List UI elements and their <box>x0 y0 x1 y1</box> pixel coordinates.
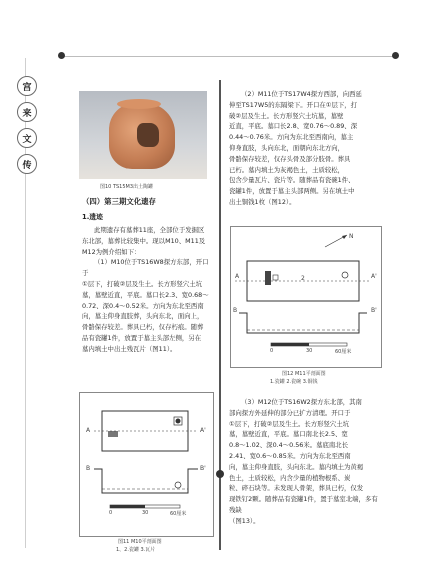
fig-label-a-prime: A' <box>200 427 206 434</box>
scale-end: 60厘米 <box>170 511 187 517</box>
paragraph-line: ①层下，打破②层及生土。长方形竖穴土坑 <box>82 279 203 288</box>
paragraph-line: 骨骼保存较差，仅存头骨及部分肢骨。葬具 <box>229 154 351 163</box>
side-label-char: 宫 <box>17 76 37 96</box>
scale-zero: 0 <box>109 510 113 516</box>
paragraph-line: （图13）。 <box>229 516 260 525</box>
scale-zero: 0 <box>270 348 274 354</box>
side-label-char: 文 <box>17 128 37 148</box>
paragraph-line: 已朽。墓内填土为灰褐色土，土质较松， <box>229 165 345 174</box>
side-label-char: 传 <box>17 154 37 174</box>
left-body-text <box>82 225 214 355</box>
paragraph-line: 粒、碎石块等。未发现人骨架，葬具已朽，仅发 <box>229 484 364 493</box>
figure-11-caption: 图11 M10平剖面图 <box>118 539 162 545</box>
paragraph-line: 骨骼保存较差。葬具已朽，仅存朽痕。随葬 <box>82 323 204 332</box>
paragraph-line: 仰身直肢，头向东北，面朝向东北方向， <box>229 143 345 152</box>
fig-label-a: A <box>235 273 240 280</box>
figure-12-drawing <box>231 227 381 367</box>
paragraph-line: （3）M12位于TS16W2探方东北部，其南 <box>241 398 362 406</box>
figure-11 <box>79 392 214 537</box>
pottery-photo <box>79 91 207 179</box>
paragraph-line: 0.44～0.76米。方向为东北至西南向，墓主 <box>229 133 354 142</box>
scale-end: 60厘米 <box>335 349 352 355</box>
fig-label-b-prime: B' <box>200 465 206 472</box>
paragraph-line: （2）M11位于TS17W4探方西部，向西延 <box>241 90 362 98</box>
paragraph-line: 近直，平底。墓口长2.8、宽0.76～0.89、深 <box>229 122 358 131</box>
side-label-char: 来 <box>17 102 37 122</box>
right-bottom-body-text <box>229 397 381 527</box>
pot-rim <box>117 99 161 109</box>
paragraph-line: 东北部，墓葬比较集中。现以M10、M11及M12为例介绍如下： <box>82 236 206 256</box>
paragraph-line: 0.8～1.02、深0.4～0.56米。墓底南北长 <box>229 441 349 450</box>
paragraph-line: 品有瓷罐1件，放置于墓主头部左侧，另在 <box>82 333 202 342</box>
paragraph-line: 2.41、宽0.6～0.85米。方向为东北至西南 <box>229 451 351 460</box>
subsection-title: 1.遗迹 <box>82 213 103 221</box>
fig-num-2: 2 <box>301 275 305 282</box>
paragraph-line: （1）M10位于TS16W8探方东部，开口于 <box>82 258 209 278</box>
paragraph-line: 向，墓主仰身直肢，头向东北。墓内填土为黄褐 <box>229 462 364 471</box>
figure-11-legend: 1、2.瓷罐 3.瓦片 <box>116 547 156 553</box>
paragraph-line: 破②层及生土。长方形竖穴土坑墓，墓壁 <box>229 111 344 120</box>
top-rule-dot-left <box>58 52 65 59</box>
fig-label-b: B <box>86 465 91 472</box>
paragraph-line: 色土，土质较松，内含少量的植物根系、炭 <box>229 473 351 482</box>
paragraph-line: 瓷罐1件，放置于墓主头部两侧。另在填土中 <box>229 187 355 196</box>
paragraph-line: 墓，墓壁近直，平底。墓口长2.3、宽0.68～ <box>82 290 209 299</box>
top-rule <box>64 56 394 57</box>
photo-caption: 图10 TS15M3出土陶罐 <box>100 184 154 190</box>
paragraph-line: 伸至TS17W5的东隔梁下。开口在①层下，打 <box>229 100 358 109</box>
column-divider-dot <box>216 470 224 478</box>
paragraph-line: 现铁钉2颗。随葬品有瓷罐1件，置于墓室北端，多有残缺 <box>229 495 378 514</box>
figure-12-caption: 图12 M11平剖面图 <box>282 371 326 377</box>
paragraph-line: 墓内填土中出土残瓦片（图11）。 <box>82 344 177 353</box>
paragraph-line: 部向探方外延伸的部分已扩方清理。开口于 <box>229 408 351 417</box>
scale-mid: 30 <box>306 348 313 354</box>
paragraph-line: 包含少量瓦片、瓷片等。随葬品有瓷碗1件、 <box>229 176 355 185</box>
column-divider <box>219 80 221 550</box>
right-top-body-text <box>229 89 381 208</box>
fig-label-a: A <box>86 427 91 434</box>
pot-break <box>137 123 159 147</box>
paragraph-line: 此期遗存有墓葬11座，全部位于发掘区 <box>94 226 205 234</box>
paragraph-line: 出土铜钱1枚（图12）。 <box>229 197 296 206</box>
fig-label-a-prime: A' <box>371 273 377 280</box>
paragraph-line: 向，墓主仰身直肢葬，头向东北，面向上， <box>82 312 204 321</box>
fig-label-b: B <box>233 307 238 314</box>
figure-12 <box>230 226 382 368</box>
fig-label-b-prime: B' <box>371 307 377 314</box>
section-title: （四）第三期文化遗存 <box>82 197 156 206</box>
paragraph-line: 0.72、深0.4～0.52米。方向为东北至西南 <box>82 301 204 310</box>
paragraph-line: ①层下，打破②层及生土。长方形竖穴土坑 <box>229 419 350 428</box>
north-arrow-label: N <box>349 233 354 240</box>
scale-mid: 30 <box>142 510 149 516</box>
figure-12-legend: 1.瓷罐 2.瓷碗 3.铜钱 <box>270 379 318 385</box>
top-rule-dot-right <box>392 52 399 59</box>
paragraph-line: 墓，墓壁近直，平底。墓口南北长2.5、宽 <box>229 430 348 439</box>
